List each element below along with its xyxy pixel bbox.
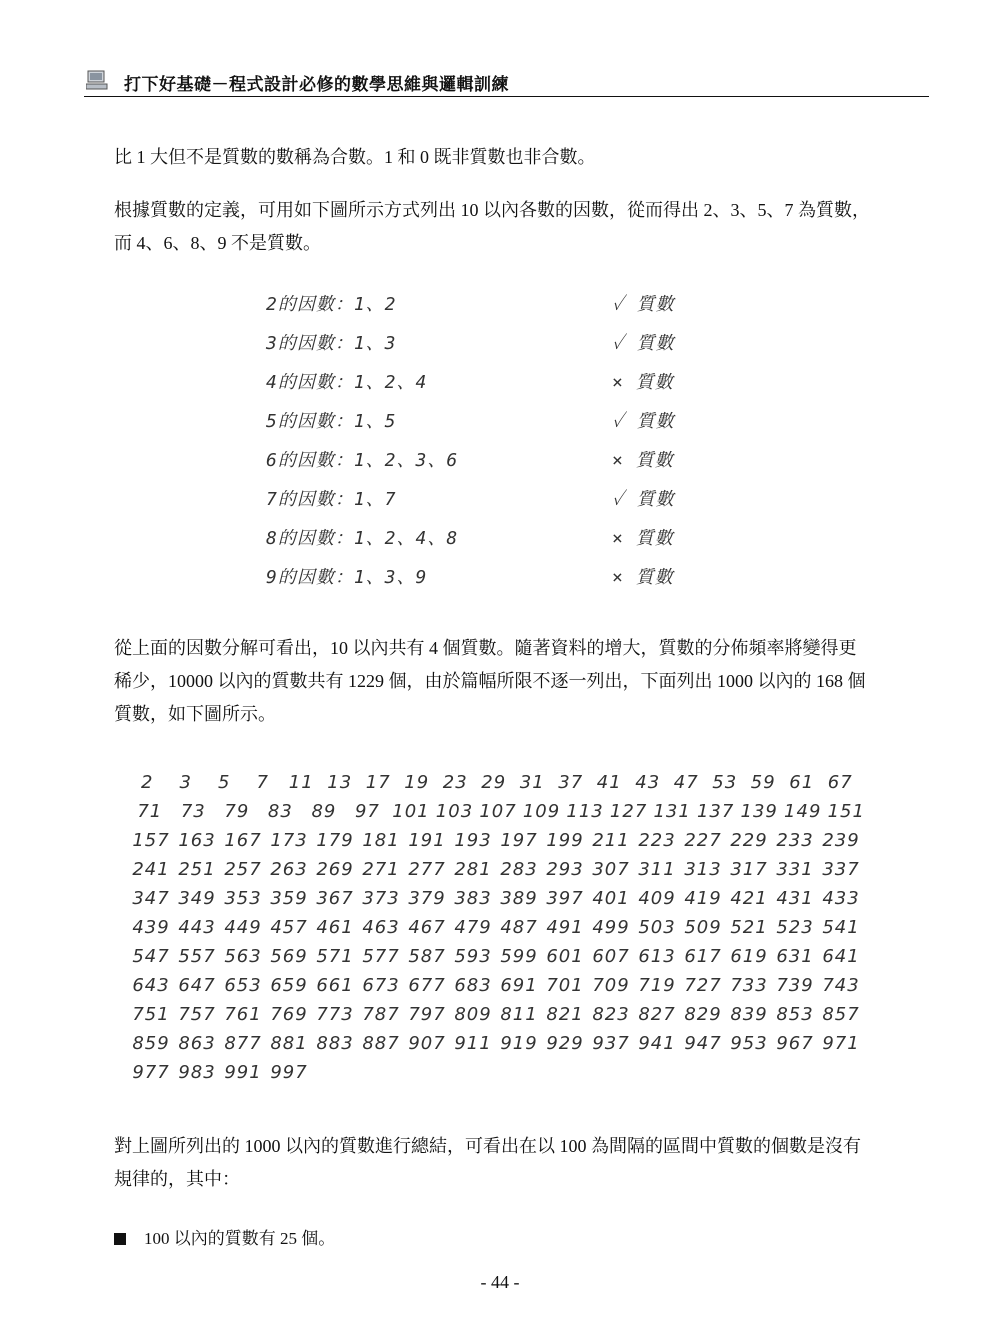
prime-number: 109 [522,801,561,822]
prime-number: 797 [408,1004,446,1025]
prime-number: 587 [408,946,446,967]
prime-number: 181 [362,830,400,851]
prime-number: 691 [500,975,538,996]
prime-number: 103 [435,801,474,822]
prime-row [128,942,868,971]
factor-row [266,479,696,518]
prime-number: 541 [822,917,860,938]
prime-number: 683 [454,975,492,996]
prime-number: 191 [408,830,446,851]
prime-number: 167 [224,830,262,851]
prime-number: 977 [132,1062,170,1083]
bullet-item [114,1224,335,1249]
prime-number: 577 [362,946,400,967]
prime-number: 743 [822,975,860,996]
prime-number: 809 [454,1004,492,1025]
prime-number: 311 [638,859,676,880]
prime-number: 151 [827,801,865,822]
prime-number: 487 [500,917,538,938]
prime-number: 317 [730,859,768,880]
factor-row [266,557,696,596]
prime-number: 479 [454,917,492,938]
prime-number: 887 [362,1033,400,1054]
prime-row [128,826,868,855]
prime-number: 5 [218,772,231,793]
prime-number: 307 [592,859,630,880]
prime-row [128,768,868,797]
prime-number: 617 [684,946,722,967]
prime-number: 263 [270,859,308,880]
prime-number: 619 [730,946,768,967]
prime-mark: × 質數 [612,372,674,393]
prime-number: 461 [316,917,354,938]
prime-number: 769 [270,1004,308,1025]
prime-number: 251 [178,859,216,880]
prime-number: 569 [270,946,308,967]
prime-number: 31 [519,772,545,793]
prime-number: 419 [684,888,722,909]
prime-number: 277 [408,859,446,880]
prime-mark: × 質數 [612,567,674,588]
prime-number: 881 [270,1033,308,1054]
prime-number: 13 [327,772,353,793]
prime-number: 967 [776,1033,814,1054]
prime-mark: ✓ 質數 [612,333,675,354]
prime-number: 503 [638,917,676,938]
prime-number: 673 [362,975,400,996]
book-title: 打下好基礎－程式設計必修的數學思維與邏輯訓練 [124,75,509,94]
factor-row [266,518,696,557]
prime-number: 17 [365,772,391,793]
prime-number: 367 [316,888,354,909]
prime-number: 257 [224,859,262,880]
prime-number: 7 [256,772,269,793]
prime-mark: × 質數 [612,450,674,471]
prime-number: 113 [566,801,604,822]
factor-text: 2的因數：1、2 [266,294,397,315]
prime-row [128,1029,868,1058]
bullet-text: 100 以內的質數有 25 個。 [144,1229,336,1248]
prime-number: 131 [653,801,691,822]
prime-number: 919 [500,1033,538,1054]
prime-number: 449 [224,917,262,938]
primes-table [128,768,868,1087]
prime-number: 557 [178,946,216,967]
prime-number: 701 [546,975,584,996]
prime-number: 67 [827,772,853,793]
prime-number: 859 [132,1033,170,1054]
prime-number: 11 [288,772,314,793]
prime-number: 929 [546,1033,584,1054]
prime-number: 661 [316,975,354,996]
factor-text: 6的因數：1、2、3、6 [266,450,459,471]
prime-number: 241 [132,859,170,880]
prime-number: 53 [712,772,738,793]
prime-number: 397 [546,888,584,909]
prime-number: 863 [178,1033,216,1054]
prime-number: 347 [132,888,170,909]
prime-number: 227 [684,830,722,851]
prime-number: 571 [316,946,354,967]
page-number: - 44 - [480,1272,520,1292]
prime-number: 283 [500,859,538,880]
prime-row [128,1058,868,1087]
factor-text: 4的因數：1、2、4 [266,372,428,393]
prime-number: 331 [776,859,814,880]
prime-number: 727 [684,975,722,996]
prime-mark: ✓ 質數 [612,411,675,432]
prime-number: 823 [592,1004,630,1025]
prime-number: 127 [609,801,648,822]
prime-number: 199 [546,830,584,851]
prime-number: 757 [178,1004,216,1025]
prime-number: 787 [362,1004,400,1025]
prime-number: 773 [316,1004,354,1025]
prime-number: 211 [592,830,630,851]
prime-number: 41 [596,772,622,793]
prime-number: 827 [638,1004,676,1025]
prime-number: 89 [311,801,337,822]
prime-number: 431 [776,888,814,909]
prime-number: 971 [822,1033,860,1054]
prime-number: 563 [224,946,262,967]
prime-number: 359 [270,888,308,909]
prime-number: 137 [696,801,735,822]
prime-number: 733 [730,975,768,996]
prime-number: 163 [178,830,216,851]
prime-number: 433 [822,888,860,909]
prime-number: 313 [684,859,722,880]
factor-row [266,284,696,323]
prime-number: 613 [638,946,676,967]
prime-number: 523 [776,917,814,938]
prime-number: 401 [592,888,630,909]
prime-row [128,1000,868,1029]
prime-number: 101 [392,801,430,822]
prime-number: 421 [730,888,768,909]
prime-number: 239 [822,830,860,851]
prime-number: 821 [546,1004,584,1025]
prime-number: 857 [822,1004,860,1025]
prime-number: 631 [776,946,814,967]
prime-number: 139 [740,801,778,822]
prime-mark: ✓ 質數 [612,294,675,315]
prime-number: 193 [454,830,492,851]
prime-number: 991 [224,1062,262,1083]
prime-number: 463 [362,917,400,938]
prime-number: 599 [500,946,538,967]
prime-number: 491 [546,917,584,938]
factor-row [266,440,696,479]
prime-number: 677 [408,975,446,996]
factor-text: 5的因數：1、5 [266,411,397,432]
prime-number: 269 [316,859,354,880]
factor-row [266,323,696,362]
prime-number: 647 [178,975,216,996]
prime-number: 23 [442,772,468,793]
prime-number: 389 [500,888,538,909]
factor-row [266,401,696,440]
prime-mark: × 質數 [612,528,674,549]
prime-number: 907 [408,1033,446,1054]
prime-row [128,884,868,913]
prime-number: 59 [750,772,776,793]
prime-number: 83 [267,801,293,822]
prime-number: 457 [270,917,308,938]
prime-number: 997 [270,1062,308,1083]
prime-number: 811 [500,1004,538,1025]
prime-number: 3 [179,772,192,793]
prime-number: 47 [673,772,699,793]
factor-text: 7的因數：1、7 [266,489,397,510]
prime-mark: ✓ 質數 [612,489,675,510]
prime-number: 709 [592,975,630,996]
prime-number: 443 [178,917,216,938]
prime-row [128,971,868,1000]
prime-number: 883 [316,1033,354,1054]
prime-number: 937 [592,1033,630,1054]
prime-number: 2 [141,772,154,793]
prime-number: 499 [592,917,630,938]
prime-number: 293 [546,859,584,880]
paragraph-distribution: 從上面的因數分解可看出，10 以內共有 4 個質數。隨著資料的增大，質數的分佈頻率將變得更稀少，10000 以內的質數共有 1229 個，由於篇幅所限不逐一列出，下面列出 1000 以內的 168 個質數，如下圖所示。 [114,638,866,724]
factor-text: 8的因數：1、2、4、8 [266,528,459,549]
prime-number: 521 [730,917,768,938]
prime-number: 751 [132,1004,170,1025]
prime-row [128,913,868,942]
prime-number: 29 [481,772,507,793]
prime-number: 281 [454,859,492,880]
prime-number: 179 [316,830,354,851]
factor-list [266,284,696,596]
prime-row [128,797,868,826]
prime-number: 607 [592,946,630,967]
paragraph-definition: 根據質數的定義，可用如下圖所示方式列出 10 以內各數的因數，從而得出 2、3、5、7 為質數，而 4、6、8、9 不是質數。 [114,200,870,253]
prime-number: 73 [180,801,206,822]
page-header [84,66,929,97]
prime-row [128,855,868,884]
prime-number: 439 [132,917,170,938]
prime-number: 233 [776,830,814,851]
prime-number: 19 [404,772,430,793]
factor-text: 3的因數：1、3 [266,333,397,354]
prime-number: 829 [684,1004,722,1025]
computer-icon [86,70,108,90]
prime-number: 719 [638,975,676,996]
prime-number: 653 [224,975,262,996]
prime-number: 61 [789,772,815,793]
prime-number: 911 [454,1033,492,1054]
paragraph-composite: 比 1 大但不是質數的數稱為合數。1 和 0 既非質數也非合數。 [114,147,596,167]
prime-number: 947 [684,1033,722,1054]
prime-number: 601 [546,946,584,967]
prime-number: 983 [178,1062,216,1083]
prime-number: 353 [224,888,262,909]
prime-number: 149 [784,801,822,822]
prime-number: 509 [684,917,722,938]
prime-number: 761 [224,1004,262,1025]
prime-number: 467 [408,917,446,938]
prime-number: 79 [224,801,250,822]
prime-number: 97 [354,801,380,822]
factor-text: 9的因數：1、3、9 [266,567,428,588]
prime-number: 37 [558,772,584,793]
prime-number: 71 [137,801,163,822]
prime-number: 877 [224,1033,262,1054]
prime-number: 107 [479,801,517,822]
prime-number: 373 [362,888,400,909]
prime-number: 197 [500,830,538,851]
prime-number: 349 [178,888,216,909]
paragraph-summary: 對上圖所列出的 1000 以內的質數進行總結，可看出在以 100 為間隔的區間中質數的個數是沒有規律的，其中： [114,1136,861,1189]
prime-number: 941 [638,1033,676,1054]
prime-number: 379 [408,888,446,909]
prime-number: 271 [362,859,400,880]
prime-number: 157 [132,830,170,851]
prime-number: 659 [270,975,308,996]
square-bullet-icon [114,1233,126,1245]
prime-number: 853 [776,1004,814,1025]
prime-number: 173 [270,830,308,851]
prime-number: 643 [132,975,170,996]
factor-row [266,362,696,401]
prime-number: 593 [454,946,492,967]
prime-number: 739 [776,975,814,996]
prime-number: 409 [638,888,676,909]
prime-number: 547 [132,946,170,967]
prime-number: 43 [635,772,661,793]
prime-number: 223 [638,830,676,851]
prime-number: 641 [822,946,860,967]
prime-number: 337 [822,859,860,880]
prime-number: 953 [730,1033,768,1054]
prime-number: 383 [454,888,492,909]
prime-number: 229 [730,830,768,851]
prime-number: 839 [730,1004,768,1025]
